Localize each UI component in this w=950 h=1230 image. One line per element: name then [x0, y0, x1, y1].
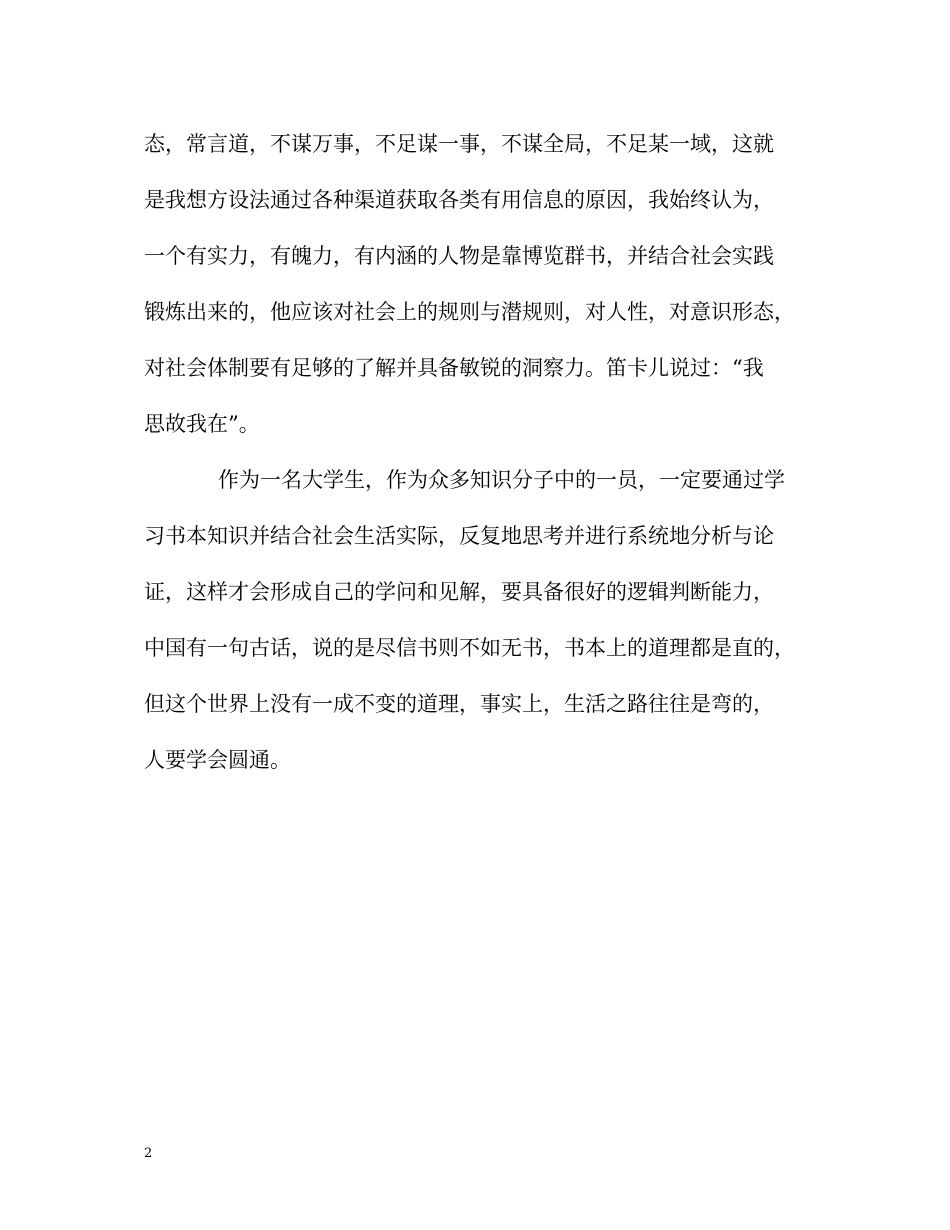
text-line: 锻炼出来的，他应该对社会上的规则与潜规则，对人性，对意识形态，: [144, 300, 795, 324]
text-line: 是我想方设法通过各种渠道获取各类有用信息的原因，我始终认为，: [144, 188, 774, 212]
text-line: 但这个世界上没有一成不变的道理，事实上，生活之路往往是弯的，: [144, 692, 774, 716]
text-line: 一个有实力，有魄力，有内涵的人物是靠博览群书，并结合社会实践: [144, 244, 774, 268]
text-line: 中国有一句古话，说的是尽信书则不如无书，书本上的道理都是直的，: [144, 636, 795, 660]
text-line: 人要学会圆通。: [144, 748, 291, 772]
text-line: 态，常言道，不谋万事，不足谋一事，不谋全局，不足某一域，这就: [144, 132, 774, 156]
page-number: 2: [144, 1146, 153, 1161]
text-line: 证，这样才会形成自己的学问和见解，要具备很好的逻辑判断能力，: [144, 580, 774, 604]
paragraph-2: [144, 458, 814, 794]
paragraph-1: [144, 122, 814, 458]
text-line: 对社会体制要有足够的了解并具备敏锐的洞察力。笛卡儿说过：“我: [144, 356, 764, 380]
text-line-indented: 作为一名大学生，作为众多知识分子中的一员，一定要通过学: [218, 468, 785, 492]
text-line: 思故我在”。: [144, 412, 260, 436]
body-text: [144, 122, 814, 794]
text-line: 习书本知识并结合社会生活实际，反复地思考并进行系统地分析与论: [144, 524, 774, 548]
